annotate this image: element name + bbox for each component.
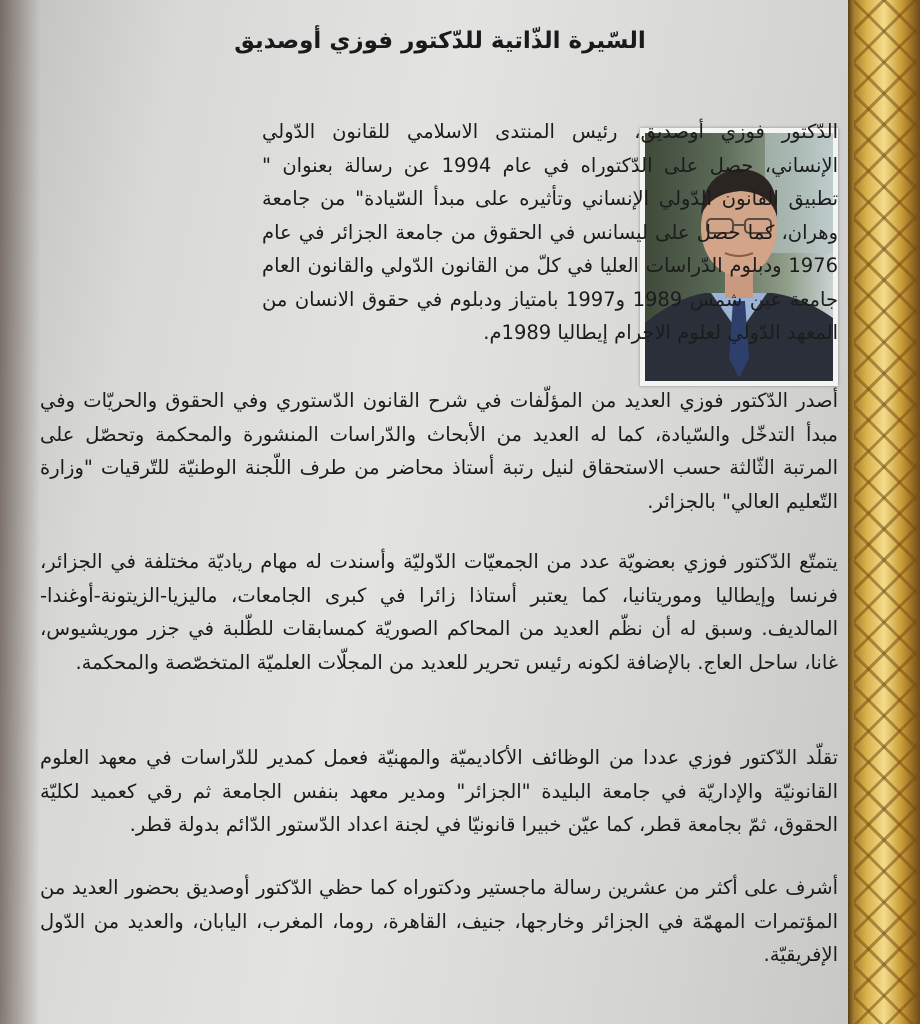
bio-paragraph-education bbox=[262, 115, 838, 350]
page-shadow bbox=[0, 0, 40, 1024]
bio-paragraph-supervision: أشرف على أكثر من عشرين رسالة ماجستير ودكتوراه كما حظي الدّكتور أوصديق بحضور العديد من المؤتمرات المهمّة في الجزائر وخارجها، جنيف، القاهرة، روما، المغرب، اليابان، والعديد من الدّول الإفريقيّة. bbox=[40, 876, 838, 966]
paragraph-text: الدّكتور فوزي أوصديق، رئيس المنتدى الاسلامي للقانون الدّولي الإنساني، حصل على الدّكتوراه في عام 1994 عن رسالة بعنوان " تطبيق القانون الدّولي الإنساني وتأثيره على مبدأ السّيادة" من جامعة وهران، كما حصل على ليسانس في الحقوق من جامعة الجزائر في عام 1976 ودبلوم الدّراسات العليا في كلّ من القانون الدّولي والقانون العام جامعة عين شمس 1989 و1997 بامتياز ودبلوم في حقوق الانسان من المعهد الدّولي لعلوم الاجرام إيطاليا 1989م. bbox=[262, 120, 839, 344]
bio-paragraph-memberships: يتمتّع الدّكتور فوزي بعضويّة عدد من الجمعيّات الدّوليّة وأسندت له مهام رياديّة مختلفة في الجزائر، فرنسا وإيطاليا وموريتانيا، كما يعتبر أستاذا زائرا في كبرى الجامعات، ماليزيا-الزيتونة-أوغندا-المالديف. وسبق له أن نظّم العديد من المحاكم الصوريّة كمسابقات للطّلبة في جزر موريشيوس، غانا، ساحل العاج. بالإضافة لكونه رئيس تحرير للعديد من المجلّات العلميّة المتخصّصة والمحكمة. bbox=[40, 550, 838, 674]
page-title: السّيرة الذّاتية للدّكتور فوزي أوصديق bbox=[234, 28, 646, 54]
bio-paragraph-positions: تقلّد الدّكتور فوزي عددا من الوظائف الأكاديميّة والمهنيّة فعمل كمدير للدّراسات في معهد العلوم القانونيّة والإداريّة في جامعة البليدة "الجزائر" ومدير معهد بنفس الجامعة ثم رقي كعميد لكليّة الحقوق، ثمّ بجامعة قطر، كما عيّن خبيرا قانونيّا في لجنة اعداد الدّستور الدّائم بدولة قطر. bbox=[40, 746, 838, 836]
bio-paragraph-publications: أصدر الدّكتور فوزي العديد من المؤلّفات في شرح القانون الدّستوري وفي الحقوق والحريّات وفي مبدأ التدخّل والسّيادة، كما له العديد من الأبحاث والدّراسات المنشورة والمحكمة وتحصّل على المرتبة الثّالثة حسب الاستحقاق لنيل رتبة أستاذ محاضر من طرف اللّجنة الوطنيّة للتّرقيات "وزارة التّعليم العالي" بالجزائر. bbox=[40, 389, 838, 513]
border-edge bbox=[848, 0, 854, 1024]
decorative-gold-border bbox=[848, 0, 920, 1024]
